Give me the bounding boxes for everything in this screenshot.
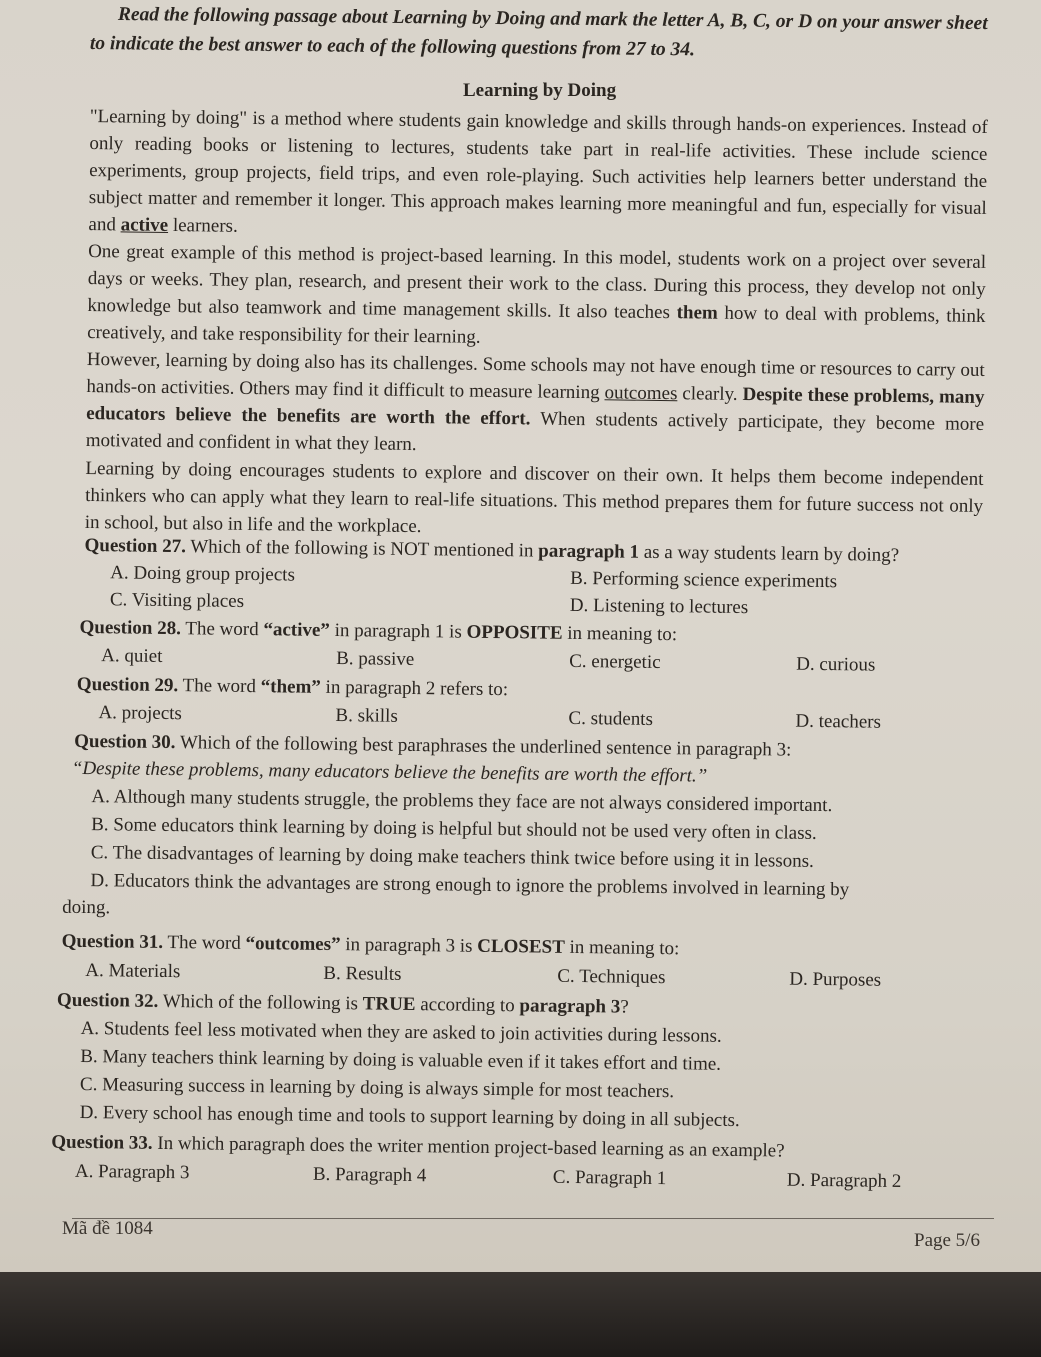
q28-label: Question 28. bbox=[79, 616, 182, 640]
paragraph-3 bbox=[86, 346, 985, 465]
instructions-line-2: to indicate the best answer to each of the following questions from 27 to 34. bbox=[89, 33, 696, 61]
instructions-line-1: Read the following passage about Learning by Doing and mark the letter A, B, C, or D on your answer sheet bbox=[117, 4, 988, 35]
p1-text: "Learning by doing" is a method where students gain knowledge and skills through hands-on experiences. Instead of only reading books or listening to lectures, students take part in real-life activities. These include science experiments, group projects, field trips, and even role-playing. Such activities help learners better understand the subject matter and remember it longer. This approach makes learning more meaningful and fun, especially for visual and bbox=[88, 105, 988, 236]
q29-option-b[interactable]: B. skills bbox=[335, 705, 398, 727]
q30-option-c[interactable]: C. The disadvantages of learning by doing make teachers think twice before using it in lessons. bbox=[90, 842, 814, 872]
q30-option-d-continued[interactable]: doing. bbox=[62, 896, 111, 919]
q30-option-a[interactable]: A. Although many students struggle, the problems they face are not always considered important. bbox=[91, 786, 833, 817]
q30-quote: “Despite these problems, many educators believe the benefits are worth the effort.” bbox=[71, 757, 708, 787]
q29-option-d[interactable]: D. teachers bbox=[795, 710, 882, 733]
page-number: Page 5/6 bbox=[914, 1230, 980, 1251]
question-29 bbox=[77, 674, 509, 701]
q27-option-c[interactable]: C. Visiting places bbox=[109, 589, 245, 612]
q30-option-d[interactable]: D. Educators think the advantages are strong enough to ignore the problems involved in learning by bbox=[90, 870, 850, 901]
q27-option-b[interactable]: B. Performing science experiments bbox=[570, 567, 838, 593]
q32-bold: TRUE bbox=[362, 993, 416, 1016]
question-30 bbox=[74, 731, 791, 762]
p3-underlined-word: outcomes bbox=[604, 382, 678, 405]
paragraph-2 bbox=[87, 238, 986, 357]
q29-bold: “them” bbox=[260, 676, 321, 698]
paragraph-1 bbox=[88, 103, 988, 249]
p2-text-end: how to deal with problems, think creatively, and take responsibility for their learning. bbox=[87, 302, 986, 348]
q32-option-a[interactable]: A. Students feel less motivated when they are asked to join activities during lessons. bbox=[80, 1017, 722, 1047]
q28-text-end: in meaning to: bbox=[562, 622, 678, 646]
p1-text-end: learners. bbox=[168, 214, 238, 237]
q28-option-a[interactable]: A. quiet bbox=[101, 645, 163, 667]
q31-text: The word bbox=[162, 931, 246, 954]
q32-option-c[interactable]: C. Measuring success in learning by doing is always simple for most teachers. bbox=[79, 1073, 675, 1103]
q28-option-d[interactable]: D. curious bbox=[796, 653, 876, 676]
p3-text: However, learning by doing also has its challenges. Some schools may not have enough time or resources to carry out hands-on activities. Others may find it difficult to measure learning bbox=[86, 348, 985, 404]
question-32 bbox=[57, 990, 629, 1019]
q27-bold: paragraph 1 bbox=[538, 540, 640, 563]
q28-option-b[interactable]: B. passive bbox=[336, 648, 415, 671]
q30-option-b[interactable]: B. Some educators think learning by doing is helpful but should not be used very often in class. bbox=[91, 814, 817, 844]
p3-text-middle: clearly. bbox=[677, 383, 743, 405]
footer-divider bbox=[72, 1218, 994, 1219]
p2-text: One great example of this method is project-based learning. In this model, students work on a project over several days or weeks. They plan, research, and present their work to the class. During this process, they develop not only knowledge but also teamwork and time management skills. It also teaches bbox=[87, 240, 987, 324]
q27-option-a[interactable]: A. Doing group projects bbox=[110, 562, 296, 586]
exam-code: Mã đề 1084 bbox=[62, 1218, 153, 1239]
q33-option-b[interactable]: B. Paragraph 4 bbox=[312, 1163, 427, 1187]
q30-text: Which of the following best paraphrases the underlined sentence in paragraph 3: bbox=[175, 732, 792, 761]
q32-option-d[interactable]: D. Every school has enough time and tools to support learning by doing in all subjects. bbox=[79, 1101, 740, 1132]
p2-bold-word: them bbox=[676, 302, 718, 324]
q29-text-end: in paragraph 2 refers to: bbox=[320, 676, 509, 701]
q33-option-c[interactable]: C. Paragraph 1 bbox=[552, 1166, 667, 1190]
q27-text: Which of the following is NOT mentioned in bbox=[185, 536, 539, 562]
q31-label: Question 31. bbox=[61, 930, 164, 953]
q28-bold-2: OPPOSITE bbox=[466, 621, 563, 644]
q28-text-middle: in paragraph 1 is bbox=[329, 619, 467, 643]
p3-text-end: When students actively participate, they become more motivated and confident in what they learn. bbox=[85, 408, 985, 456]
p3-bold-sentence: Despite these problems, many educators believe the benefits are worth the effort. bbox=[86, 383, 985, 430]
q27-text-end: as a way students learn by doing? bbox=[638, 541, 900, 566]
q33-label: Question 33. bbox=[51, 1131, 153, 1154]
q29-label: Question 29. bbox=[76, 673, 179, 697]
q31-option-a[interactable]: A. Materials bbox=[85, 960, 181, 983]
q33-option-a[interactable]: A. Paragraph 3 bbox=[74, 1160, 190, 1184]
paragraph-4: Learning by doing encourages students to explore and discover on their own. It helps them become independent thinkers who can apply what they learn to real-life situations. This method prepares them for future success not only in school, but also in life and the workplace. bbox=[84, 457, 984, 538]
q31-option-d[interactable]: D. Purposes bbox=[789, 968, 882, 991]
q32-text-middle: according to bbox=[415, 994, 520, 1017]
q31-bold-2: CLOSEST bbox=[477, 935, 565, 958]
q29-text: The word bbox=[178, 675, 261, 698]
p1-underlined-word: active bbox=[120, 214, 169, 236]
q28-option-c[interactable]: C. energetic bbox=[569, 650, 661, 674]
q32-text: Which of the following is bbox=[158, 990, 363, 1015]
q33-option-d[interactable]: D. Paragraph 2 bbox=[786, 1169, 902, 1192]
question-28 bbox=[79, 617, 677, 646]
q27-option-d[interactable]: D. Listening to lectures bbox=[569, 594, 749, 619]
q28-bold: “active” bbox=[263, 619, 331, 641]
q31-text-end: in meaning to: bbox=[564, 936, 680, 960]
q33-text: In which paragraph does the writer mention project-based learning as an example? bbox=[152, 1132, 785, 1162]
q30-label: Question 30. bbox=[74, 730, 176, 754]
question-33 bbox=[51, 1132, 785, 1163]
q32-option-b[interactable]: B. Many teachers think learning by doing is valuable even if it takes effort and time. bbox=[80, 1045, 722, 1075]
desk-background bbox=[0, 1272, 1041, 1357]
q32-text-end: ? bbox=[620, 996, 629, 1018]
q31-bold: “outcomes” bbox=[245, 932, 341, 956]
q29-option-c[interactable]: C. students bbox=[568, 707, 654, 730]
q28-text: The word bbox=[180, 618, 264, 641]
q32-bold-2: paragraph 3 bbox=[519, 995, 621, 1018]
q27-label: Question 27. bbox=[84, 534, 187, 558]
q29-option-a[interactable]: A. projects bbox=[98, 702, 183, 725]
q31-option-c[interactable]: C. Techniques bbox=[557, 965, 666, 989]
q31-text-middle: in paragraph 3 is bbox=[340, 934, 478, 957]
q32-label: Question 32. bbox=[56, 989, 159, 1012]
question-31 bbox=[62, 931, 680, 961]
q31-option-b[interactable]: B. Results bbox=[323, 962, 402, 985]
passage-title: Learning by Doing bbox=[463, 80, 617, 101]
